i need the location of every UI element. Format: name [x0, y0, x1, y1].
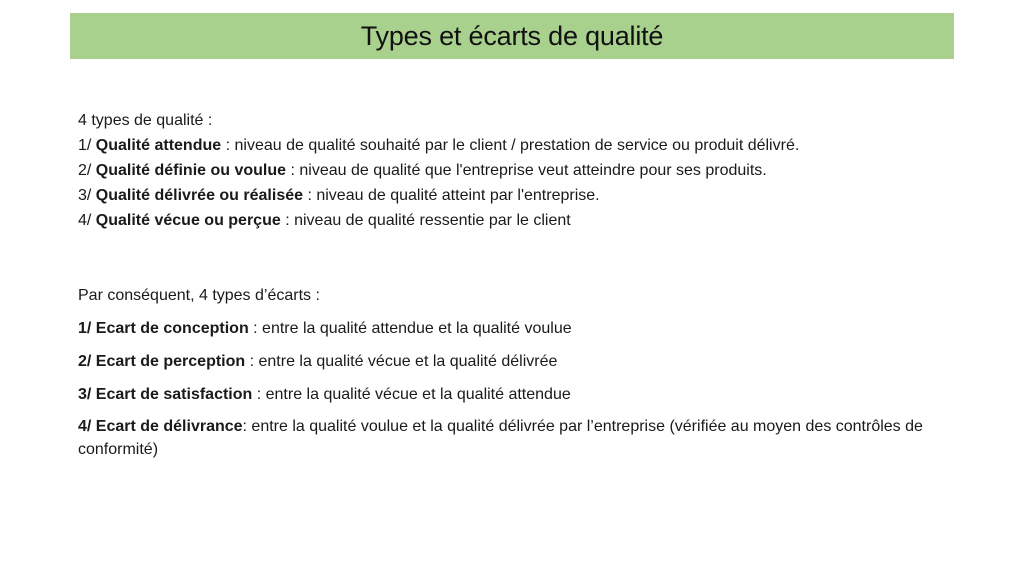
gap-term: 3/ Ecart de satisfaction: [78, 386, 253, 403]
item-term: Qualité définie ou voulue: [95, 162, 287, 179]
quality-gaps-intro: Par conséquent, 4 types d’écarts :: [78, 287, 320, 304]
gap-description: : entre la qualité voulue et la qualité délivrée par l’entreprise (vérifiée au moyen des contrôles de conformité): [78, 418, 923, 458]
quality-type-item: [78, 133, 954, 158]
quality-gap-item: [78, 415, 954, 461]
gap-description: : entre la qualité vécue et la qualité délivrée: [245, 353, 558, 370]
slide-title: Types et écarts de qualité: [360, 20, 664, 51]
slide-body: [78, 108, 954, 469]
quality-gap-item: [78, 316, 954, 341]
quality-type-item: [78, 158, 954, 183]
quality-gap-item: [78, 349, 954, 374]
section-gap: [78, 233, 954, 283]
item-term: Qualité attendue: [95, 137, 222, 154]
gap-term: 4/ Ecart de délivrance: [78, 418, 243, 435]
item-description: : niveau de qualité que l'entreprise veut atteindre pour ses produits.: [286, 162, 767, 179]
quality-types-intro: 4 types de qualité :: [78, 112, 213, 129]
gap-description: : entre la qualité attendue et la qualité voulue: [248, 320, 572, 337]
item-description: : niveau de qualité ressentie par le client: [280, 212, 571, 229]
gap-description: : entre la qualité vécue et la qualité attendue: [252, 386, 571, 403]
quality-gaps-section: [78, 283, 954, 461]
quality-type-item: [78, 183, 954, 208]
quality-type-item: [78, 208, 954, 233]
gap-term: 2/ Ecart de perception: [78, 353, 246, 370]
item-number: 3/: [78, 187, 96, 204]
item-term: Qualité vécue ou perçue: [95, 212, 281, 229]
quality-gap-item: [78, 382, 954, 407]
item-number: 4/: [78, 212, 96, 229]
item-number: 2/: [78, 162, 96, 179]
quality-types-section: [78, 108, 954, 233]
title-banner: [70, 13, 954, 59]
item-number: 1/: [78, 137, 96, 154]
item-description: : niveau de qualité souhaité par le client / prestation de service ou produit délivré.: [221, 137, 800, 154]
item-description: : niveau de qualité atteint par l'entreprise.: [303, 187, 600, 204]
item-term: Qualité délivrée ou réalisée: [95, 187, 304, 204]
gap-term: 1/ Ecart de conception: [78, 320, 249, 337]
